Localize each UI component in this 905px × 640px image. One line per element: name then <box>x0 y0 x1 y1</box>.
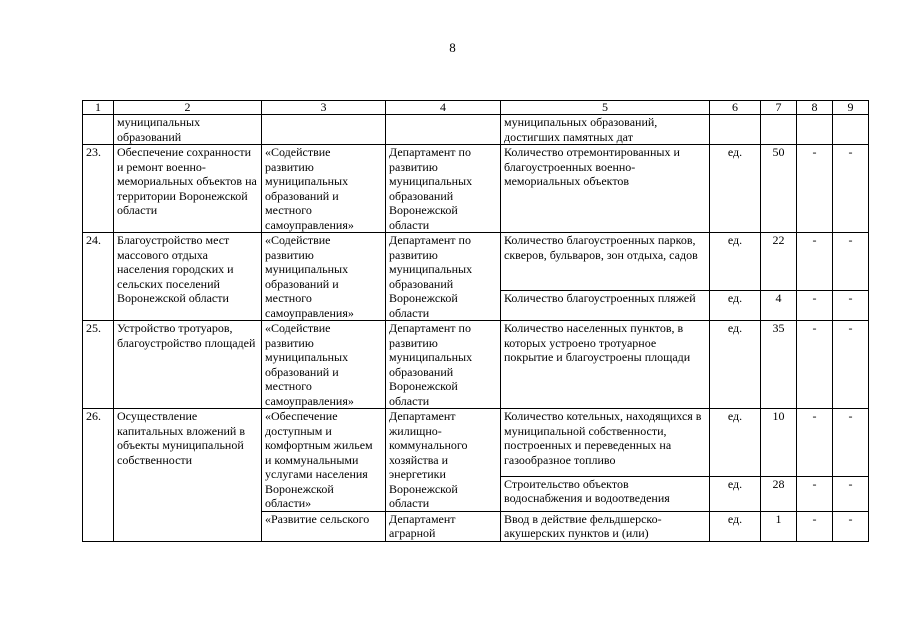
header-cell: 2 <box>114 101 262 115</box>
department-name: Департамент по развитию муниципальных образований Воронежской области <box>386 233 501 321</box>
unit-cell: ед. <box>710 145 761 233</box>
program-name: «Содействие развитию муниципальных образований и местного самоуправления» <box>262 233 386 321</box>
col9-cell: - <box>833 145 869 233</box>
indicator-name: Количество отремонтированных и благоустроенных военно-мемориальных объектов <box>501 145 710 233</box>
program-table <box>82 100 869 542</box>
table-row <box>83 233 869 291</box>
col9-cell: - <box>833 409 869 477</box>
col9-cell: - <box>833 476 869 511</box>
col8-cell: - <box>797 321 833 409</box>
page-number: 8 <box>449 40 456 55</box>
department-name: Департамент жилищно-коммунального хозяйства и энергетики Воронежской области <box>386 409 501 512</box>
header-cell: 7 <box>761 101 797 115</box>
program-name: «Развитие сельского <box>262 511 386 541</box>
row-number: 25. <box>83 321 114 409</box>
indicator-name: муниципальных образований, достигших памятных дат <box>501 115 710 145</box>
event-name: Благоустройство мест массового отдыха населения городских и сельских поселений Воронежской области <box>114 233 262 321</box>
value-cell: 28 <box>761 476 797 511</box>
program-name: «Содействие развитию муниципальных образований и местного самоуправления» <box>262 145 386 233</box>
unit-cell: ед. <box>710 233 761 291</box>
program-name <box>262 115 386 145</box>
header-cell: 1 <box>83 101 114 115</box>
header-cell: 3 <box>262 101 386 115</box>
col8-cell: - <box>797 145 833 233</box>
department-name: Департамент по развитию муниципальных образований Воронежской области <box>386 145 501 233</box>
unit-cell: ед. <box>710 291 761 321</box>
indicator-name: Количество котельных, находящихся в муниципальной собственности, построенных и переведенных на газообразное топливо <box>501 409 710 477</box>
unit-cell: ед. <box>710 511 761 541</box>
indicator-name: Строительство объектов водоснабжения и водоотведения <box>501 476 710 511</box>
program-name: «Содействие развитию муниципальных образований и местного самоуправления» <box>262 321 386 409</box>
event-name: Осуществление капитальных вложений в объекты муниципальной собственности <box>114 409 262 542</box>
unit-cell: ед. <box>710 409 761 477</box>
indicator-name: Количество благоустроенных пляжей <box>501 291 710 321</box>
header-cell: 9 <box>833 101 869 115</box>
header-cell: 6 <box>710 101 761 115</box>
department-name: Департамент аграрной <box>386 511 501 541</box>
indicator-name: Количество благоустроенных парков, скверов, бульваров, зон отдыха, садов <box>501 233 710 291</box>
value-cell: 10 <box>761 409 797 477</box>
event-name: Обеспечение сохранности и ремонт военно-мемориальных объектов на территории Воронежской области <box>114 145 262 233</box>
header-cell: 4 <box>386 101 501 115</box>
row-number: 24. <box>83 233 114 321</box>
unit-cell <box>710 115 761 145</box>
value-cell: 22 <box>761 233 797 291</box>
row-number: 26. <box>83 409 114 542</box>
unit-cell: ед. <box>710 321 761 409</box>
event-name: муниципальных образований <box>114 115 262 145</box>
row-number <box>83 115 114 145</box>
value-cell: 4 <box>761 291 797 321</box>
program-name: «Обеспечение доступным и комфортным жильем и коммунальными услугами населения Воронежской области» <box>262 409 386 512</box>
col8-cell: - <box>797 233 833 291</box>
indicator-name: Ввод в действие фельдшерско-акушерских пунктов и (или) <box>501 511 710 541</box>
unit-cell: ед. <box>710 476 761 511</box>
col9-cell <box>833 115 869 145</box>
col8-cell <box>797 115 833 145</box>
col8-cell: - <box>797 511 833 541</box>
col9-cell: - <box>833 233 869 291</box>
value-cell: 1 <box>761 511 797 541</box>
col9-cell: - <box>833 511 869 541</box>
col9-cell: - <box>833 321 869 409</box>
header-cell: 5 <box>501 101 710 115</box>
value-cell <box>761 115 797 145</box>
continuation-row <box>83 115 869 145</box>
col8-cell: - <box>797 291 833 321</box>
col8-cell: - <box>797 476 833 511</box>
table-row <box>83 409 869 477</box>
table-row <box>83 321 869 409</box>
table-row <box>83 145 869 233</box>
col9-cell: - <box>833 291 869 321</box>
department-name <box>386 115 501 145</box>
indicator-name: Количество населенных пунктов, в которых устроено тротуарное покрытие и благоустроены площади <box>501 321 710 409</box>
row-number: 23. <box>83 145 114 233</box>
department-name: Департамент по развитию муниципальных образований Воронежской области <box>386 321 501 409</box>
value-cell: 50 <box>761 145 797 233</box>
col8-cell: - <box>797 409 833 477</box>
header-row <box>83 101 869 115</box>
header-cell: 8 <box>797 101 833 115</box>
value-cell: 35 <box>761 321 797 409</box>
event-name: Устройство тротуаров, благоустройство площадей <box>114 321 262 409</box>
